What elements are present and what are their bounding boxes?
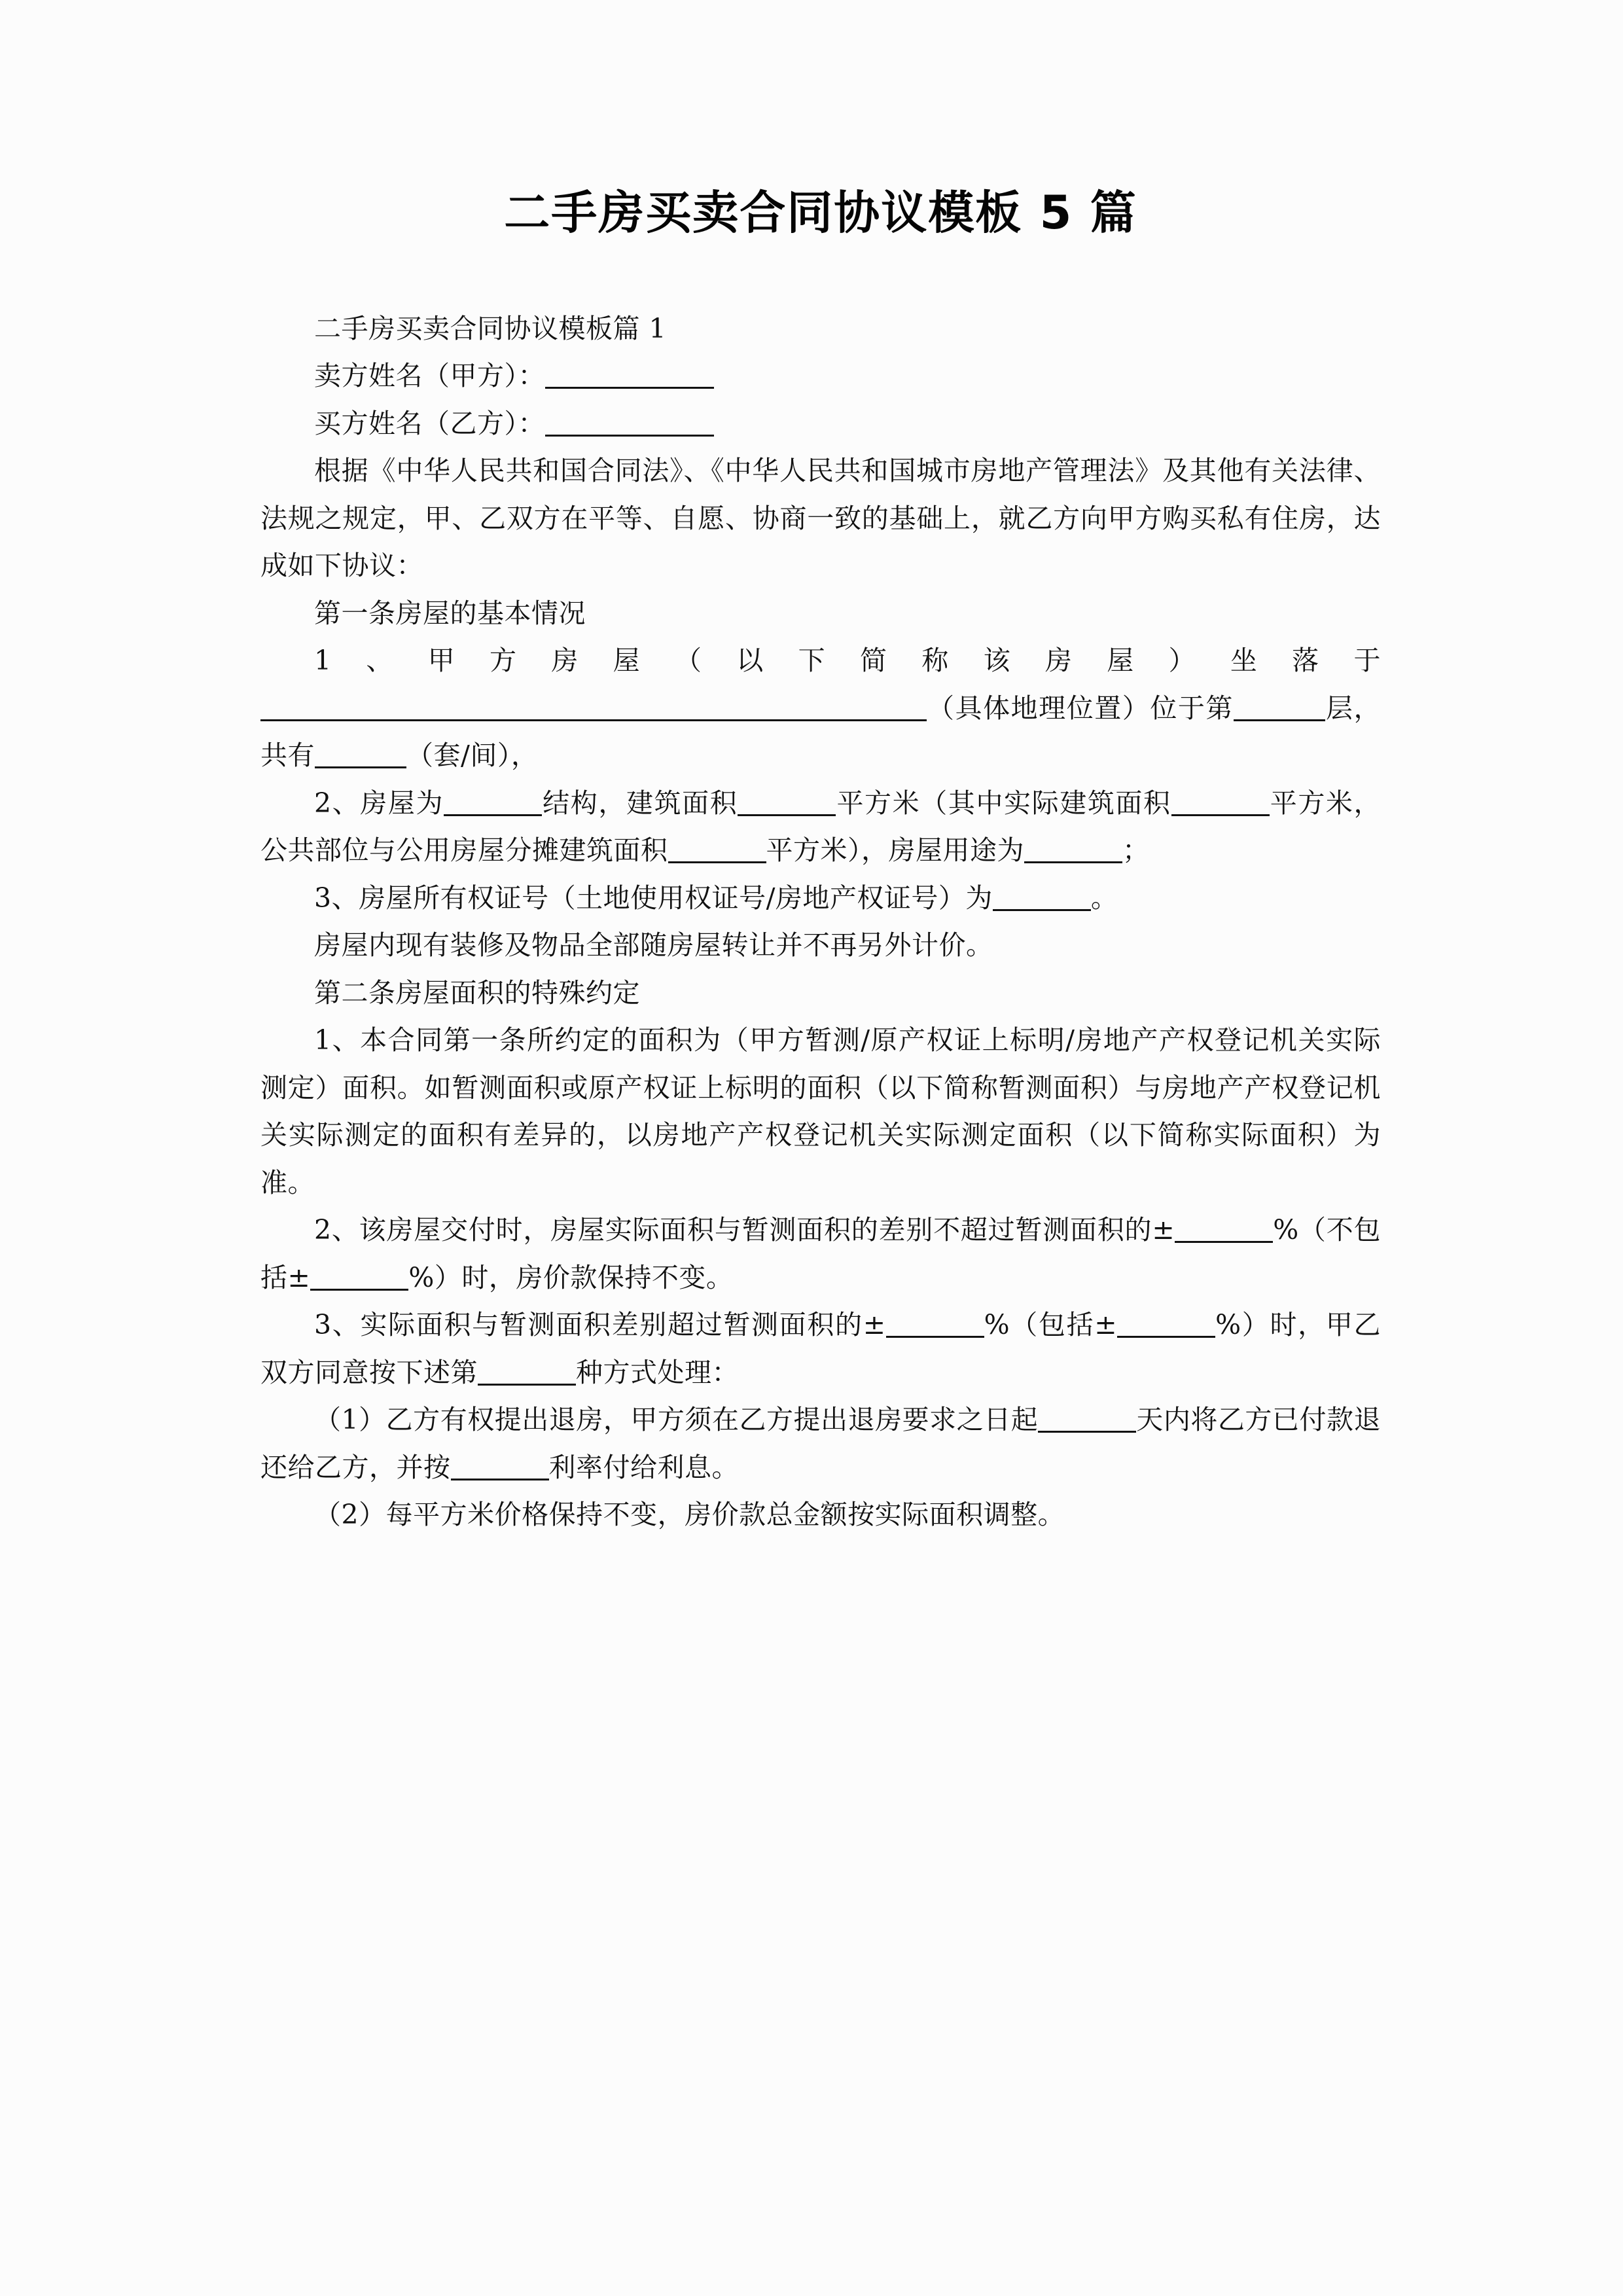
unit-count-blank[interactable] (315, 766, 406, 768)
section-heading-1: 第一条房屋的基本情况 (314, 597, 586, 629)
tolerance-percent-blank[interactable] (1175, 1241, 1273, 1243)
shared-area-blank[interactable] (668, 861, 766, 863)
section-heading-2: 第二条房屋面积的特殊约定 (314, 977, 640, 1009)
seller-name-blank[interactable] (545, 387, 714, 389)
clause-2-2-text-b: %（不包括± (260, 1214, 1381, 1293)
clause-1-3 (260, 874, 1381, 922)
seller-name-label: 卖方姓名（甲方）： (314, 360, 545, 391)
clause-1-4: 房屋内现有装修及物品全部随房屋转让并不再另外计价。 (314, 929, 993, 961)
buyer-name-blank[interactable] (545, 435, 714, 437)
clause-1-1-text-d: （套/间）， (406, 740, 539, 771)
clause-2-2 (260, 1206, 1381, 1301)
clause-1-1-line2 (260, 685, 1381, 780)
clause-2-3-option-2: （2）每平方米价格保持不变，房价款总金额按实际面积调整。 (314, 1499, 1065, 1530)
clause-1-3-text-b: 。 (1090, 882, 1118, 914)
clause-1-3-text-a: 3、房屋所有权证号（土地使用权证号/房地产权证号）为 (314, 882, 993, 914)
clause-2-3-text-b: %（包括± (984, 1309, 1118, 1340)
handling-method-blank[interactable] (478, 1384, 576, 1386)
clause-2-2-text-c: %）时，房价款保持不变。 (408, 1261, 734, 1293)
clause-2-3-1-text-c: 利率付给利息。 (548, 1451, 739, 1483)
clause-2-3-text-a: 3、实际面积与暂测面积差别超过暂测面积的± (314, 1309, 886, 1340)
excess-percent-blank[interactable] (886, 1336, 984, 1338)
clause-1-2-text-b: 结构，建筑面积 (542, 787, 738, 819)
clause-1-2-text-f: ； (1122, 834, 1150, 866)
clause-1-2-text-c: 平方米（其中实际建筑面积 (836, 787, 1171, 819)
document-content (260, 0, 1381, 1539)
structure-blank[interactable] (444, 814, 542, 816)
document-subtitle: 二手房买卖合同协议模板篇 1 (314, 312, 667, 344)
floor-blank[interactable] (1234, 719, 1325, 721)
interest-rate-blank[interactable] (451, 1479, 549, 1480)
clause-1-2-text-a: 2、房屋为 (314, 787, 444, 819)
house-usage-blank[interactable] (1024, 861, 1122, 863)
clause-2-3-text-d: 种方式处理： (576, 1356, 739, 1388)
house-address-blank[interactable] (260, 719, 927, 721)
clause-2-1: 1、本合同第一条所约定的面积为（甲方暂测/原产权证上标明/房地产产权登记机关实际测定）面积。如暂测面积或原产权证上标明的面积（以下简称暂测面积）与房地产产权登记机关实际测定的面积有差异的，以房地产产权登记机关实际测定面积（以下简称实际面积）为准。 (260, 1024, 1381, 1198)
clause-1-2-text-e: 平方米），房屋用途为 (766, 834, 1024, 866)
seller-name-field-line (260, 352, 1381, 400)
tolerance-exclusive-percent-blank[interactable] (310, 1289, 408, 1291)
clause-1-2-text-d: 平方米，公共部位与公用房屋分摊建筑面积 (260, 787, 1382, 866)
clause-2-3-text-c: %）时，甲乙双方同意按下述第 (260, 1309, 1382, 1388)
clause-2-3 (260, 1301, 1381, 1396)
clause-2-2-text-a: 2、该房屋交付时，房屋实际面积与暂测面积的差别不超过暂测面积的± (314, 1214, 1175, 1246)
clause-1-1-text-b: （具体地理位置）位于第 (927, 692, 1234, 724)
building-area-blank[interactable] (738, 814, 836, 816)
buyer-name-label: 买方姓名（乙方）： (314, 407, 545, 439)
clause-1-2 (260, 780, 1381, 874)
page-title: 二手房买卖合同协议模板 5 篇 (504, 186, 1137, 240)
preamble-paragraph: 根据《中华人民共和国合同法》、《中华人民共和国城市房地产管理法》及其他有关法律、法规之规定，甲、乙双方在平等、自愿、协商一致的基础上，就乙方向甲方购买私有住房，达成如下协议： (260, 455, 1381, 581)
buyer-name-field-line (260, 400, 1381, 448)
clause-2-3-1-text-b: 天内将乙方已付款退还给乙方，并按 (260, 1404, 1381, 1483)
document-body (260, 305, 1381, 1539)
ownership-certificate-blank[interactable] (993, 909, 1091, 911)
clause-2-3-1-text-a: （1）乙方有权提出退房，甲方须在乙方提出退房要求之日起 (314, 1404, 1039, 1435)
refund-days-blank[interactable] (1038, 1431, 1136, 1433)
clause-1-1-text-c: 层，共有 (260, 692, 1382, 771)
clause-1-1-line1: 1、甲方房屋（以下简称该房屋）坐落于 (314, 645, 1381, 676)
excess-inclusive-percent-blank[interactable] (1117, 1336, 1215, 1338)
actual-building-area-blank[interactable] (1171, 814, 1270, 816)
clause-2-3-option-1 (260, 1396, 1381, 1491)
